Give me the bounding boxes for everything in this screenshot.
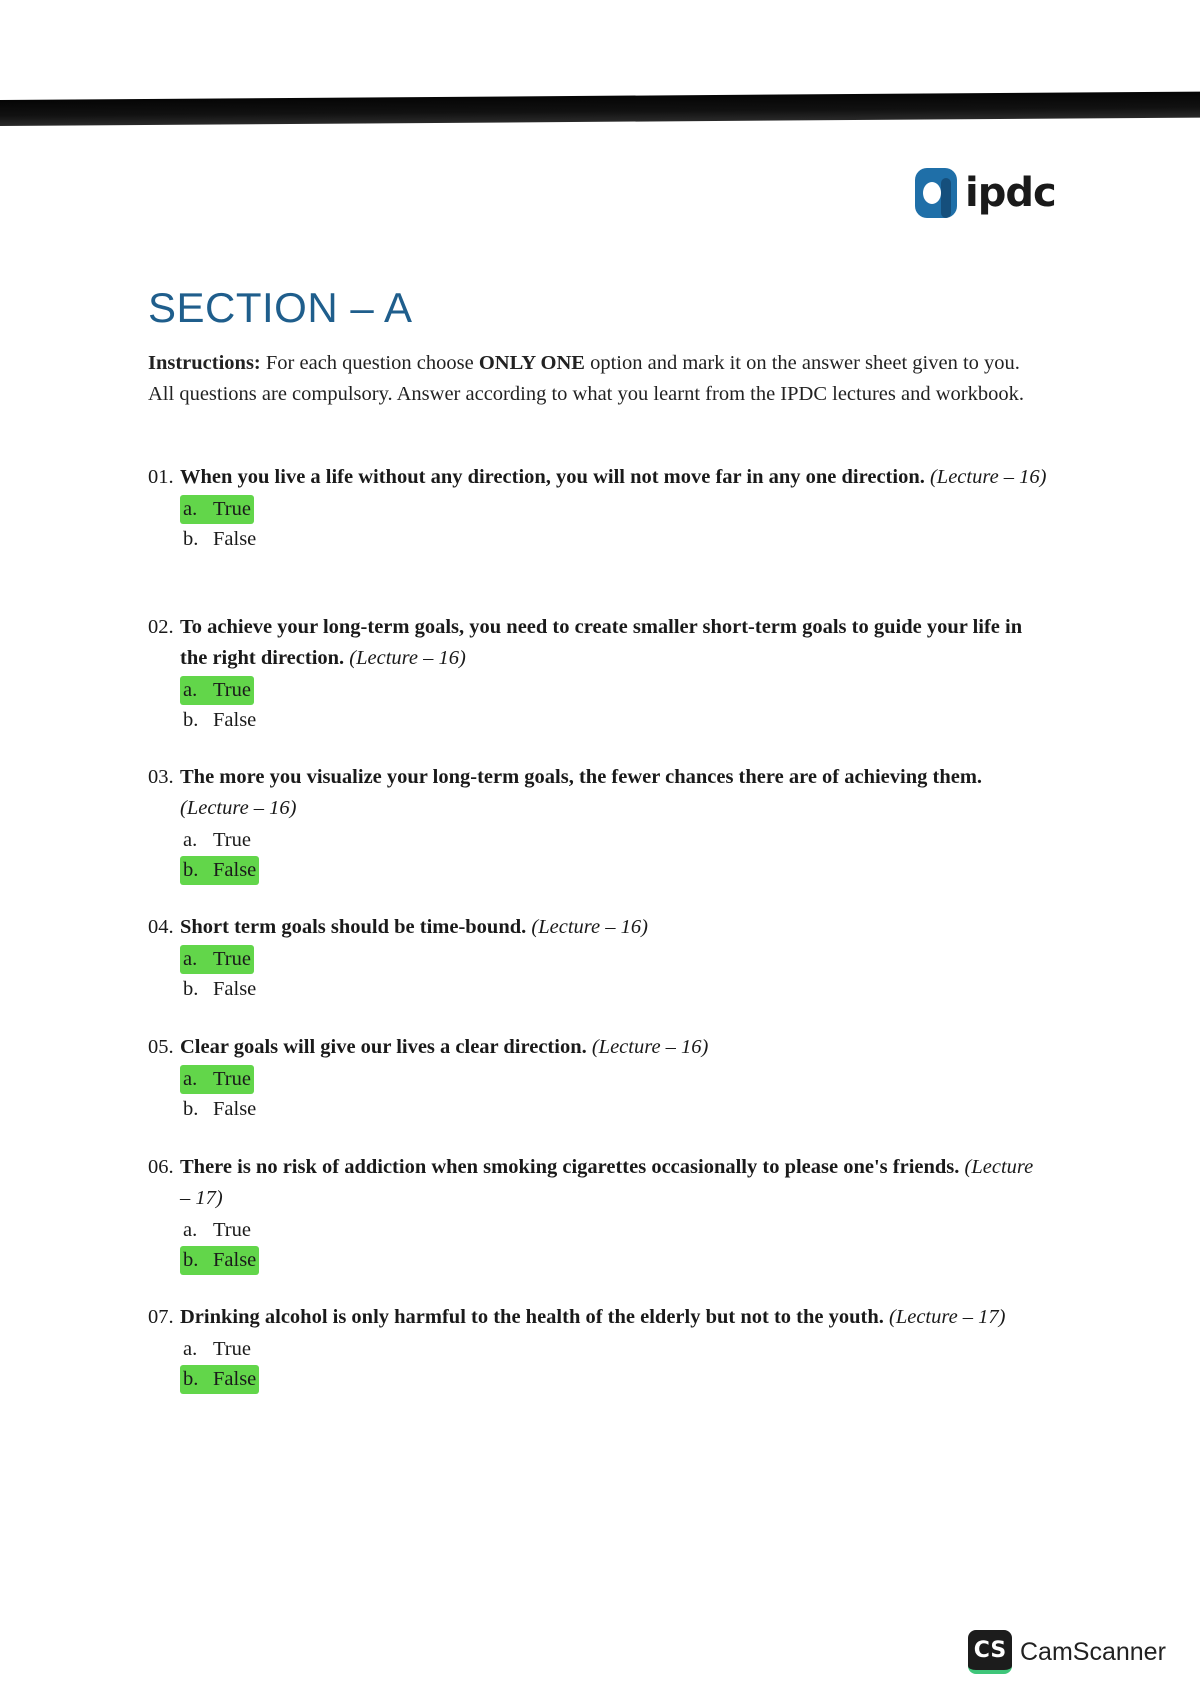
option-b[interactable]: b. False xyxy=(183,709,257,731)
instructions-emphasis: ONLY ONE xyxy=(478,352,585,374)
question-4 xyxy=(148,912,1048,1005)
option-a[interactable]: a. True xyxy=(180,945,254,974)
instructions-lead: Instructions: xyxy=(148,352,261,374)
question-text: Short term goals should be time-bound. (Lecture – 16) xyxy=(180,916,648,938)
lecture-reference: (Lecture – 16) xyxy=(591,1036,709,1058)
question-number: 04. xyxy=(148,916,174,938)
question-7 xyxy=(148,1302,1048,1395)
lecture-reference: (Lecture – 16) xyxy=(929,466,1047,488)
instructions-part1: For each question choose xyxy=(260,352,479,374)
question-3 xyxy=(148,762,1048,886)
question-1 xyxy=(148,462,1048,555)
question-number: 01. xyxy=(148,466,174,488)
lecture-reference: (Lecture – 17) xyxy=(180,1156,1034,1209)
question-number: 02. xyxy=(148,616,174,638)
question-text: There is no risk of addiction when smoking cigarettes occasionally to please one's friends. (Lecture – 17) xyxy=(180,1156,1034,1209)
ipdc-logo-icon xyxy=(915,168,957,218)
question-2 xyxy=(148,612,1048,736)
instructions-part2: option and mark it on the answer sheet given to you. All questions are compulsory. Answer according to what you learnt from the IPDC lectures and workbook. xyxy=(148,352,1024,405)
option-b[interactable]: b. False xyxy=(183,978,257,1000)
question-text: Drinking alcohol is only harmful to the health of the elderly but not to the youth. (Lecture – 17) xyxy=(180,1306,1006,1328)
question-text: The more you visualize your long-term goals, the fewer chances there are of achieving them. (Lecture – 16) xyxy=(180,766,983,819)
lecture-reference: (Lecture – 16) xyxy=(180,797,297,819)
option-b[interactable]: b. False xyxy=(180,1365,259,1394)
question-text: When you live a life without any direction, you will not move far in any one direction. (Lecture – 16) xyxy=(180,466,1047,488)
ipdc-logo-text: ipdc xyxy=(965,170,1056,216)
camscanner-watermark xyxy=(968,1630,1166,1674)
instructions xyxy=(148,348,1048,410)
lecture-reference: (Lecture – 17) xyxy=(889,1306,1006,1328)
option-a[interactable]: a. True xyxy=(183,1338,251,1360)
top-scan-border xyxy=(0,92,1200,126)
question-number: 07. xyxy=(148,1306,174,1328)
option-a[interactable]: a. True xyxy=(180,1065,254,1094)
option-b[interactable]: b. False xyxy=(183,528,257,550)
option-b[interactable]: b. False xyxy=(180,1246,259,1275)
option-a[interactable]: a. True xyxy=(180,495,254,524)
question-6 xyxy=(148,1152,1048,1276)
question-text: Clear goals will give our lives a clear direction. (Lecture – 16) xyxy=(180,1036,709,1058)
lecture-reference: (Lecture – 16) xyxy=(531,916,648,938)
lecture-reference: (Lecture – 16) xyxy=(349,647,466,669)
question-5 xyxy=(148,1032,1048,1125)
ipdc-logo xyxy=(915,160,1056,226)
camscanner-icon: CS xyxy=(968,1630,1012,1674)
option-a[interactable]: a. True xyxy=(183,829,251,851)
option-b[interactable]: b. False xyxy=(183,1098,257,1120)
option-b[interactable]: b. False xyxy=(180,856,259,885)
camscanner-text: CamScanner xyxy=(1020,1637,1166,1666)
question-text: To achieve your long-term goals, you need to create smaller short-term goals to guide your life in the right direction. (Lecture – 16) xyxy=(180,616,1023,669)
question-number: 03. xyxy=(148,766,174,788)
question-number: 06. xyxy=(148,1156,174,1178)
option-a[interactable]: a. True xyxy=(183,1219,251,1241)
option-a[interactable]: a. True xyxy=(180,676,254,705)
question-number: 05. xyxy=(148,1036,174,1058)
section-title: SECTION – A xyxy=(148,284,413,331)
